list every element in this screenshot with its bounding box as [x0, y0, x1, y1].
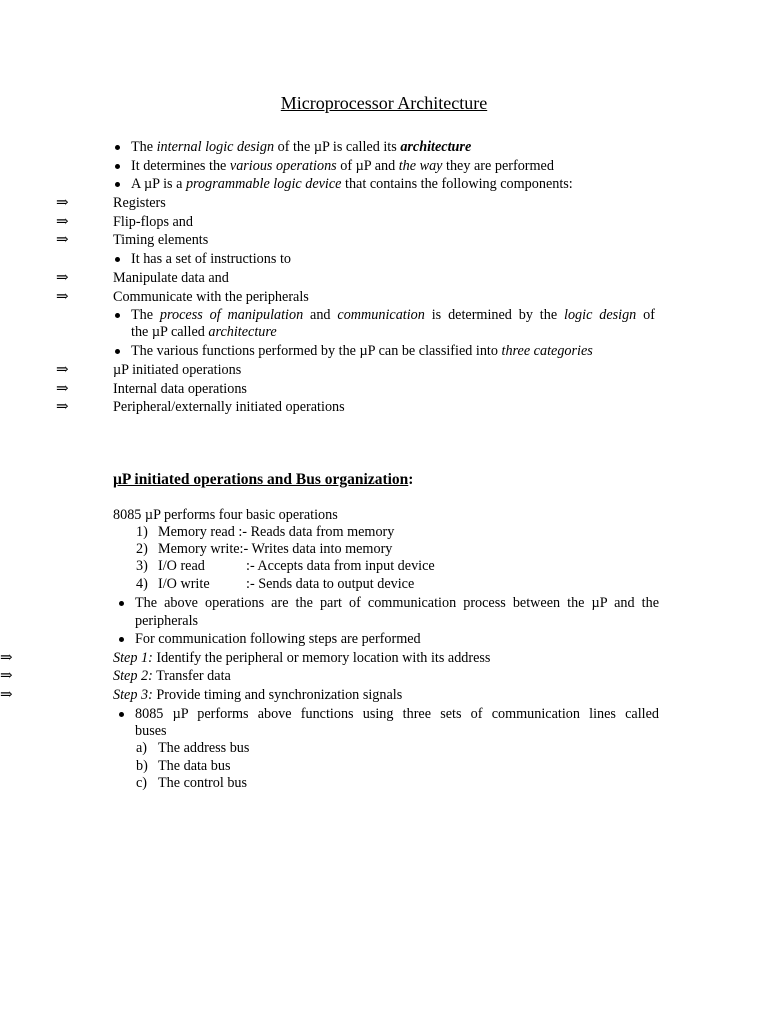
implies-arrow-icon: ⇒ — [0, 687, 13, 703]
operation-item: 4) I/O write :- Sends data to output device — [136, 576, 415, 592]
bullet-communication-process: The above operations are the part of communication process between the µP and the — [135, 595, 659, 611]
step-item: Step 1: Identify the peripheral or memory location with its address — [113, 650, 491, 666]
operation-item: 2) Memory write:- Writes data into memory — [136, 541, 393, 557]
bullet-process-manipulation-cont: the µP called architecture — [131, 324, 277, 340]
category-item: µP initiated operations — [113, 362, 242, 378]
implies-arrow-icon: ⇒ — [56, 270, 69, 286]
bullet-buses: 8085 µP performs above functions using three sets of communication lines called — [135, 706, 659, 722]
bullet-architecture-definition: The internal logic design of the µP is called its architecture — [131, 139, 472, 155]
instruction-item: Manipulate data and — [113, 270, 229, 286]
bullet-communication-process-cont: peripherals — [135, 613, 199, 629]
component-item: Flip-flops and — [113, 214, 193, 230]
bus-item: b) The data bus — [136, 758, 231, 774]
section-heading: µP initiated operations and Bus organization: — [113, 471, 414, 488]
category-item: Peripheral/externally initiated operations — [113, 399, 345, 415]
implies-arrow-icon: ⇒ — [56, 289, 69, 305]
instruction-item: Communicate with the peripherals — [113, 289, 309, 305]
step-item: Step 2: Transfer data — [113, 668, 231, 684]
implies-arrow-icon: ⇒ — [0, 668, 13, 684]
category-item: Internal data operations — [113, 381, 247, 397]
component-item: Timing elements — [113, 232, 209, 248]
implies-arrow-icon: ⇒ — [56, 381, 69, 397]
bullet-instructions: It has a set of instructions to — [131, 251, 291, 267]
implies-arrow-icon: ⇒ — [56, 362, 69, 378]
bullet-communication-steps: For communication following steps are performed — [135, 631, 421, 647]
bullet-operations: It determines the various operations of µP and the way they are performed — [131, 158, 554, 174]
implies-arrow-icon: ⇒ — [56, 214, 69, 230]
bus-item: c) The control bus — [136, 775, 248, 791]
implies-arrow-icon: ⇒ — [56, 195, 69, 211]
bullet-buses-cont: buses — [135, 723, 167, 739]
operation-item: 3) I/O read :- Accepts data from input device — [136, 558, 435, 574]
implies-arrow-icon: ⇒ — [56, 399, 69, 415]
bus-item: a) The address bus — [136, 740, 250, 756]
bullet-process-manipulation: The process of manipulation and communication is determined by the logic design of — [131, 307, 655, 323]
operations-intro: 8085 µP performs four basic operations — [113, 507, 338, 523]
component-item: Registers — [113, 195, 166, 211]
step-item: Step 3: Provide timing and synchronization signals — [113, 687, 403, 703]
implies-arrow-icon: ⇒ — [56, 232, 69, 248]
bullet-programmable-device: A µP is a programmable logic device that contains the following components: — [131, 176, 573, 192]
implies-arrow-icon: ⇒ — [0, 650, 13, 666]
bullet-three-categories: The various functions performed by the µP can be classified into three categories — [131, 343, 593, 359]
operation-item: 1) Memory read :- Reads data from memory — [136, 524, 395, 540]
page-title: Microprocessor Architecture — [280, 93, 488, 113]
